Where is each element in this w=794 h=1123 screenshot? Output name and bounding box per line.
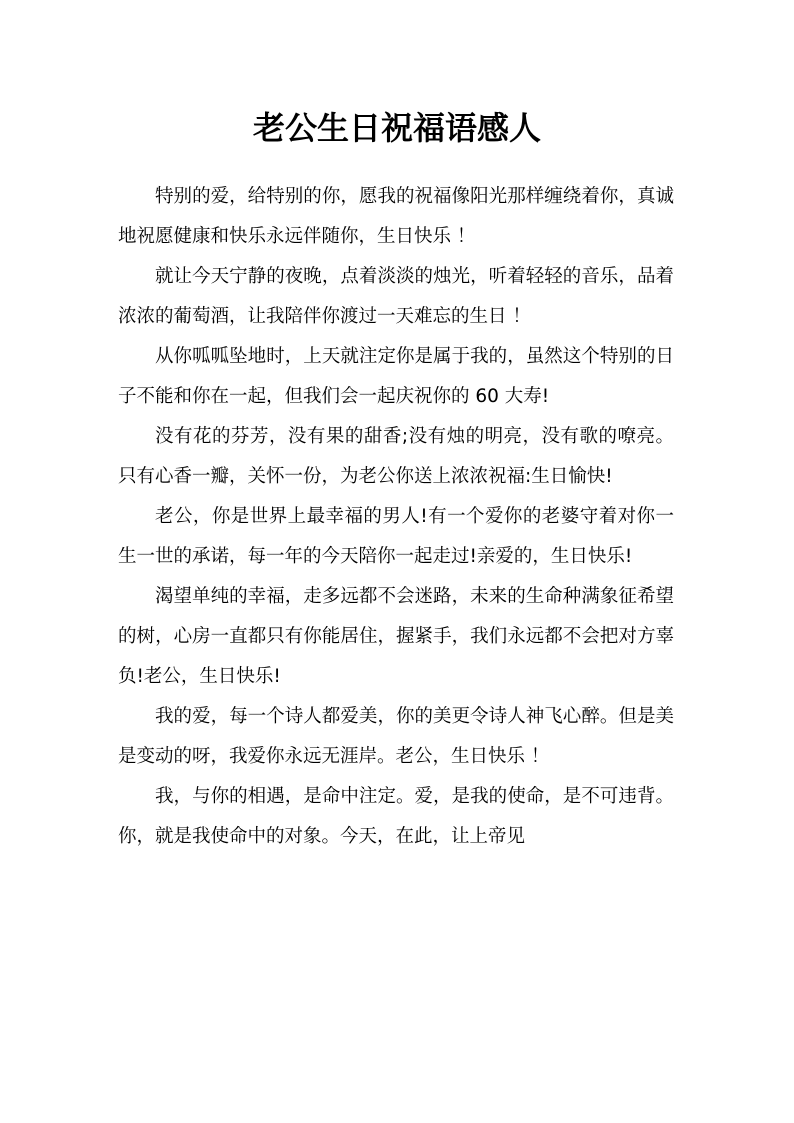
paragraph: 我，与你的相遇，是命中注定。爱，是我的使命，是不可违背。你，就是我使命中的对象。今天，在此，让上帝见 bbox=[118, 786, 674, 847]
paragraph: 从你呱呱坠地时，上天就注定你是属于我的，虽然这个特别的日子不能和你在一起，但我们会一起庆祝你的 60 大寿! bbox=[118, 346, 674, 407]
paragraph: 我的爱，每一个诗人都爱美，你的美更令诗人神飞心醉。但是美是变动的呀，我爱你永远无涯岸。老公，生日快乐 ！ bbox=[118, 706, 674, 767]
paragraph: 老公，你是世界上最幸福的男人!有一个爱你的老婆守着对你一生一世的承诺，每一年的今天陪你一起走过!亲爱的，生日快乐! bbox=[118, 506, 674, 567]
paragraph: 渴望单纯的幸福，走多远都不会迷路，未来的生命种满象征希望的树，心房一直都只有你能居住，握紧手，我们永远都不会把对方辜负!老公，生日快乐! bbox=[118, 586, 674, 687]
paragraph: 没有花的芬芳，没有果的甜香;没有烛的明亮，没有歌的嘹亮。只有心香一瓣，关怀一份，为老公你送上浓浓祝福:生日愉快! bbox=[118, 426, 674, 487]
document-title: 老公生日祝福语感人 bbox=[252, 109, 541, 147]
paragraph: 特别的爱，给特别的你，愿我的祝福像阳光那样缠绕着你，真诚地祝愿健康和快乐永远伴随你，生日快乐 ！ bbox=[118, 186, 674, 247]
paragraph: 就让今天宁静的夜晚，点着淡淡的烛光，听着轻轻的音乐，品着浓浓的葡萄酒，让我陪伴你渡过一天难忘的生日 ！ bbox=[118, 266, 674, 327]
document-body bbox=[118, 177, 674, 857]
